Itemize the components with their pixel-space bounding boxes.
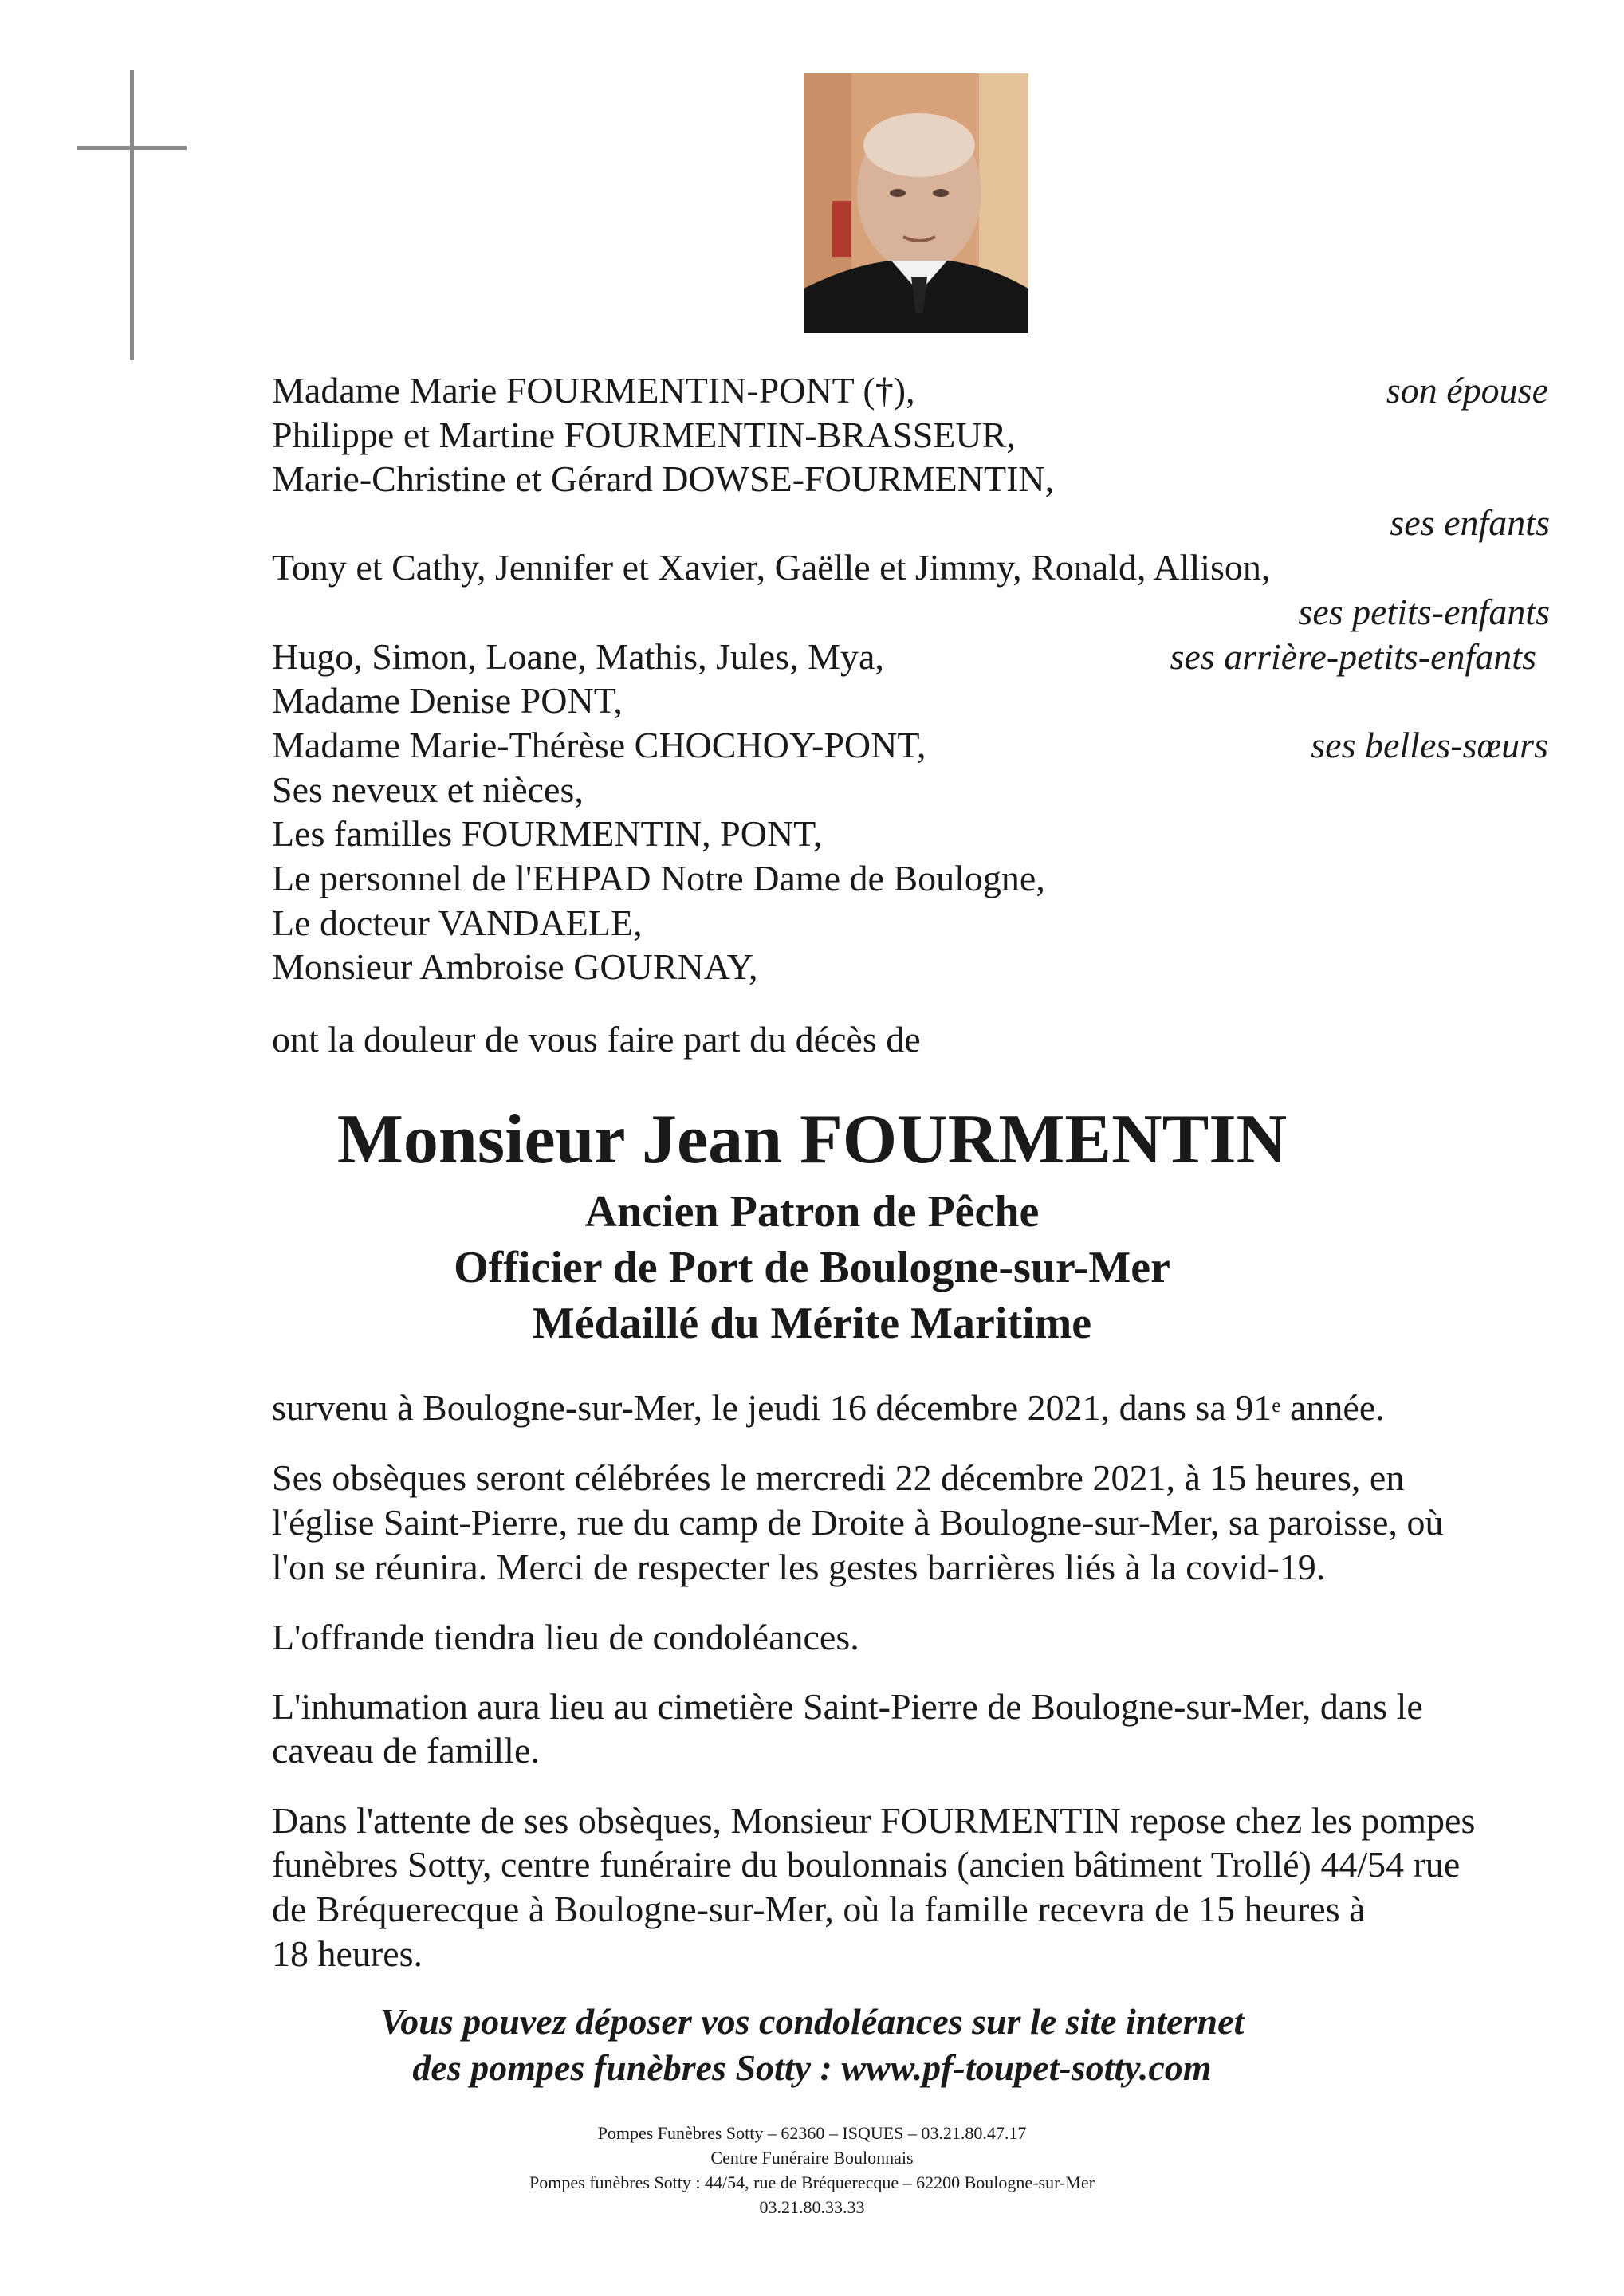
announcement-text: ont la douleur de vous faire part du décès de [272,1019,921,1060]
deceased-name: Monsieur Jean FOURMENTIN [336,1101,1288,1178]
footer-line: Centre Funéraire Boulonnais [710,2148,914,2168]
spouse-relation: son épouse [1386,370,1548,411]
rest-line: de Bréquerecque à Boulogne-sur-Mer, où la famille recevra de 15 heures à [272,1889,1366,1929]
family-line: Le personnel de l'EHPAD Notre Dame de Boulogne, [272,858,1045,898]
great-grandchildren-relation: ses arrière-petits-enfants [1170,636,1536,677]
children-relation: ses enfants [1390,502,1550,543]
funeral-line: l'on se réunira. Merci de respecter les gestes barrières liés à la covid-19. [272,1547,1326,1587]
deceased-title: Médaillé du Mérite Maritime [532,1299,1092,1348]
death-ordinal: e [1272,1394,1281,1417]
cross-icon-bar [77,146,187,150]
family-line: Le docteur VANDAELE, [272,902,643,943]
death-text: survenu à Boulogne-sur-Mer, le jeudi 16 décembre 2021, dans sa 91 [272,1387,1272,1428]
deceased-title: Officier de Port de Boulogne-sur-Mer [454,1243,1170,1292]
condolences-link[interactable]: des pompes funèbres Sotty : www.pf-toupet-sotty.com [412,2047,1212,2088]
burial-line: caveau de famille. [272,1730,540,1771]
sisters-in-law-relation: ses belles-sœurs [1311,725,1548,765]
burial-line: L'inhumation aura lieu au cimetière Saint-Pierre de Boulogne-sur-Mer, dans le [272,1686,1423,1727]
child-line: Philippe et Martine FOURMENTIN-BRASSEUR, [272,415,1016,455]
funeral-line: Ses obsèques seront célébrées le mercredi 22 décembre 2021, à 15 heures, en [272,1457,1405,1498]
offering-text: L'offrande tiendra lieu de condoléances. [272,1617,859,1657]
rest-line: Dans l'attente de ses obsèques, Monsieur FOURMENTIN repose chez les pompes [272,1800,1476,1841]
footer-line: Pompes Funèbres Sotty – 62360 – ISQUES – 03.21.80.47.17 [597,2123,1027,2143]
rest-line: funèbres Sotty, centre funéraire du boulonnais (ancien bâtiment Trollé) 44/54 rue [272,1844,1461,1885]
rest-line: 18 heures. [272,1933,423,1974]
funeral-line: l'église Saint-Pierre, rue du camp de Droite à Boulogne-sur-Mer, sa paroisse, où [272,1502,1444,1543]
footer-line: 03.21.80.33.33 [759,2197,865,2217]
death-info [272,1386,1385,1430]
cross-icon [130,70,134,360]
condolences-line: Vous pouvez déposer vos condoléances sur le site internet [379,2001,1245,2042]
sister-in-law-line: Madame Marie-Thérèse CHOCHOY-PONT, [272,725,926,765]
footer-line: Pompes funèbres Sotty : 44/54, rue de Bréquerecque – 62200 Boulogne-sur-Mer [529,2172,1095,2192]
death-text-end: année. [1280,1387,1385,1428]
family-line: Monsieur Ambroise GOURNAY, [272,946,758,987]
great-grandchildren-line: Hugo, Simon, Loane, Mathis, Jules, Mya, [272,636,884,677]
portrait-photo [804,73,1028,333]
family-line: Ses neveux et nièces, [272,769,584,810]
spouse-line: Madame Marie FOURMENTIN-PONT (†), [272,370,915,411]
deceased-title: Ancien Patron de Pêche [584,1187,1040,1236]
child-line: Marie-Christine et Gérard DOWSE-FOURMENTIN, [272,458,1055,499]
grandchildren-relation: ses petits-enfants [1298,592,1550,632]
family-line: Les familles FOURMENTIN, PONT, [272,813,823,854]
grandchildren-line: Tony et Cathy, Jennifer et Xavier, Gaëlle et Jimmy, Ronald, Allison, [272,547,1271,588]
sister-in-law-line: Madame Denise PONT, [272,680,623,721]
